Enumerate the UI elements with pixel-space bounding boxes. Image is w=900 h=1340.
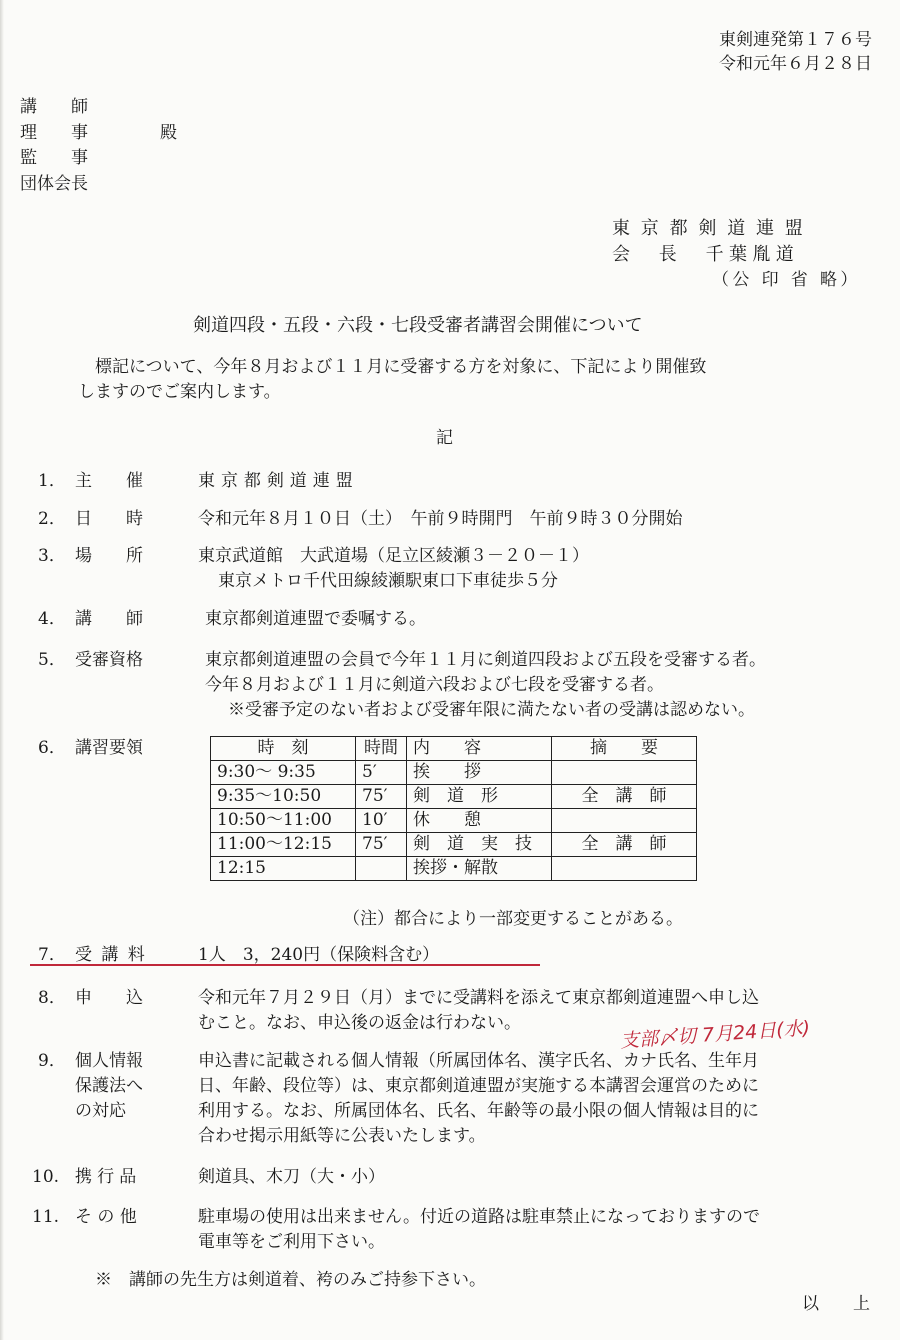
header-remarks: 摘 要 bbox=[552, 737, 697, 761]
document-title: 剣道四段・五段・六段・七段受審者講習会開催について bbox=[193, 315, 643, 336]
item-6-label: 講習要領 bbox=[75, 738, 143, 758]
honorific-dono: 殿 bbox=[160, 123, 177, 143]
handwritten-note-text: 支部〆切 7月24日(水) bbox=[619, 1017, 811, 1053]
item-4-label: 講 師 bbox=[75, 609, 143, 629]
recipient-auditors: 監 事 bbox=[20, 148, 88, 168]
row-3-duration: 10′ bbox=[356, 809, 407, 833]
item-11-label: そ の 他 bbox=[75, 1207, 137, 1227]
row-5-remarks bbox=[552, 857, 697, 881]
header-time: 時 刻 bbox=[211, 737, 356, 761]
item-6-number: 6． bbox=[38, 738, 66, 758]
item-9-line-4: 合わせ掲示用紙等に公表いたします。 bbox=[198, 1126, 486, 1146]
row-1-time: 9:30～ 9:35 bbox=[211, 761, 356, 785]
item-8-number: 8． bbox=[38, 988, 66, 1008]
item-5-line-1: 東京都剣道連盟の会員で今年１１月に剣道四段および五段を受審する者。 bbox=[205, 650, 766, 670]
item-5-label: 受審資格 bbox=[75, 650, 143, 670]
item-8-line-1: 令和元年７月２９日（月）までに受講料を添えて東京都剣道連盟へ申し込 bbox=[198, 988, 759, 1008]
item-9-line-3: 利用する。なお、所属団体名、氏名、年齢等の最小限の個人情報は目的に bbox=[198, 1101, 759, 1121]
row-2-time: 9:35～10:50 bbox=[211, 785, 356, 809]
row-5-duration bbox=[356, 857, 407, 881]
intro-line-2: しますのでご案内します。 bbox=[78, 382, 281, 402]
row-1-remarks bbox=[552, 761, 697, 785]
item-3-label: 場 所 bbox=[75, 546, 143, 566]
table-row bbox=[211, 857, 697, 881]
sender-organization: 東京都剣道連盟 bbox=[612, 218, 814, 239]
table-row bbox=[211, 785, 697, 809]
item-11-number: 11. bbox=[32, 1207, 60, 1227]
item-11-line-1: 駐車場の使用は出来ません。付近の道路は駐車禁止になっておりますので bbox=[198, 1207, 761, 1227]
item-9-label-line-3: の対応 bbox=[75, 1101, 126, 1121]
item-9-number: 9． bbox=[38, 1051, 66, 1071]
table-row bbox=[211, 761, 697, 785]
schedule-header-row bbox=[211, 737, 697, 761]
item-11-line-2: 電車等をご利用下さい。 bbox=[198, 1232, 385, 1252]
schedule-table bbox=[210, 736, 697, 881]
item-2-label: 日 時 bbox=[75, 509, 143, 529]
item-9-line-2: 日、年齢、段位等）は、東京都剣道連盟が実施する本講習会運営のために bbox=[198, 1076, 759, 1096]
red-underline bbox=[30, 964, 540, 966]
table-row bbox=[211, 809, 697, 833]
ki-heading: 記 bbox=[436, 428, 453, 448]
row-3-remarks bbox=[552, 809, 697, 833]
item-5-number: 5． bbox=[38, 650, 66, 670]
item-1-number: 1． bbox=[38, 471, 66, 491]
table-row bbox=[211, 833, 697, 857]
seal-omitted-note: （公 印 省 略） bbox=[712, 270, 861, 290]
row-1-content: 挨 拶 bbox=[407, 761, 552, 785]
recipient-group-heads: 団体会長 bbox=[20, 174, 88, 194]
row-3-content: 休 憩 bbox=[407, 809, 552, 833]
item-7-number: 7． bbox=[38, 945, 66, 965]
item-3-line-2: 東京メトロ千代田線綾瀬駅東口下車徒歩５分 bbox=[218, 571, 558, 591]
sender-president: 会 長 千葉胤道 bbox=[612, 244, 800, 265]
item-10-text: 剣道具、木刀（大・小） bbox=[198, 1167, 385, 1187]
row-2-duration: 75′ bbox=[356, 785, 407, 809]
item-3-number: 3． bbox=[38, 546, 66, 566]
item-8-line-2: むこと。なお、申込後の返金は行わない。 bbox=[198, 1013, 521, 1033]
item-10-label: 携行品 bbox=[75, 1167, 142, 1187]
row-4-remarks: 全 講 師 bbox=[552, 833, 697, 857]
header-content: 内 容 bbox=[407, 737, 552, 761]
item-1-label: 主 催 bbox=[75, 471, 143, 491]
row-5-time: 12:15 bbox=[211, 857, 356, 881]
instructor-footnote: ※ 講師の先生方は剣道着、袴のみご持参下さい。 bbox=[95, 1270, 486, 1290]
document-number: 東剣連発第１７６号 bbox=[719, 30, 872, 50]
item-2-text: 令和元年８月１０日（土） 午前９時開門 午前９時３０分開始 bbox=[198, 509, 683, 529]
item-9-label-line-1: 個人情報 bbox=[75, 1051, 143, 1071]
row-4-duration: 75′ bbox=[356, 833, 407, 857]
row-4-content: 剣 道 実 技 bbox=[407, 833, 552, 857]
document-date: 令和元年６月２８日 bbox=[719, 54, 872, 74]
closing-ijo: 以 上 bbox=[802, 1294, 870, 1314]
item-10-number: 10. bbox=[32, 1167, 60, 1187]
item-7-label: 受講料 bbox=[75, 945, 155, 965]
header-duration: 時間 bbox=[356, 737, 407, 761]
recipient-instructors: 講 師 bbox=[20, 97, 88, 117]
item-4-number: 4． bbox=[38, 609, 66, 629]
item-5-line-2: 今年８月および１１月に剣道六段および七段を受審する者。 bbox=[205, 675, 664, 695]
row-4-time: 11:00～12:15 bbox=[211, 833, 356, 857]
item-4-text: 東京都剣道連盟で委嘱する。 bbox=[205, 609, 426, 629]
item-1-text: 東京都剣道連盟 bbox=[198, 471, 359, 491]
item-3-line-1: 東京武道館 大武道場（足立区綾瀬３－２０－１） bbox=[198, 546, 589, 566]
row-1-duration: 5′ bbox=[356, 761, 407, 785]
scan-edge-shadow bbox=[0, 0, 4, 1340]
item-2-number: 2． bbox=[38, 509, 66, 529]
row-2-remarks: 全 講 師 bbox=[552, 785, 697, 809]
intro-line-1: 標記について、今年８月および１１月に受審する方を対象に、下記により開催致 bbox=[95, 357, 707, 377]
item-8-label: 申 込 bbox=[75, 988, 143, 1008]
schedule-note: （注）都合により一部変更することがある。 bbox=[343, 909, 683, 929]
item-7-text: 1人 3，240円（保険料含む） bbox=[198, 945, 440, 965]
item-5-line-3: ※受審予定のない者および受審年限に満たない者の受講は認めない。 bbox=[228, 700, 755, 720]
recipient-directors: 理 事 bbox=[20, 123, 88, 143]
row-2-content: 剣 道 形 bbox=[407, 785, 552, 809]
item-9-label-line-2: 保護法へ bbox=[75, 1076, 143, 1096]
row-3-time: 10:50～11:00 bbox=[211, 809, 356, 833]
row-5-content: 挨拶・解散 bbox=[407, 857, 552, 881]
item-9-line-1: 申込書に記載される個人情報（所属団体名、漢字氏名、カナ氏名、生年月 bbox=[198, 1051, 759, 1071]
